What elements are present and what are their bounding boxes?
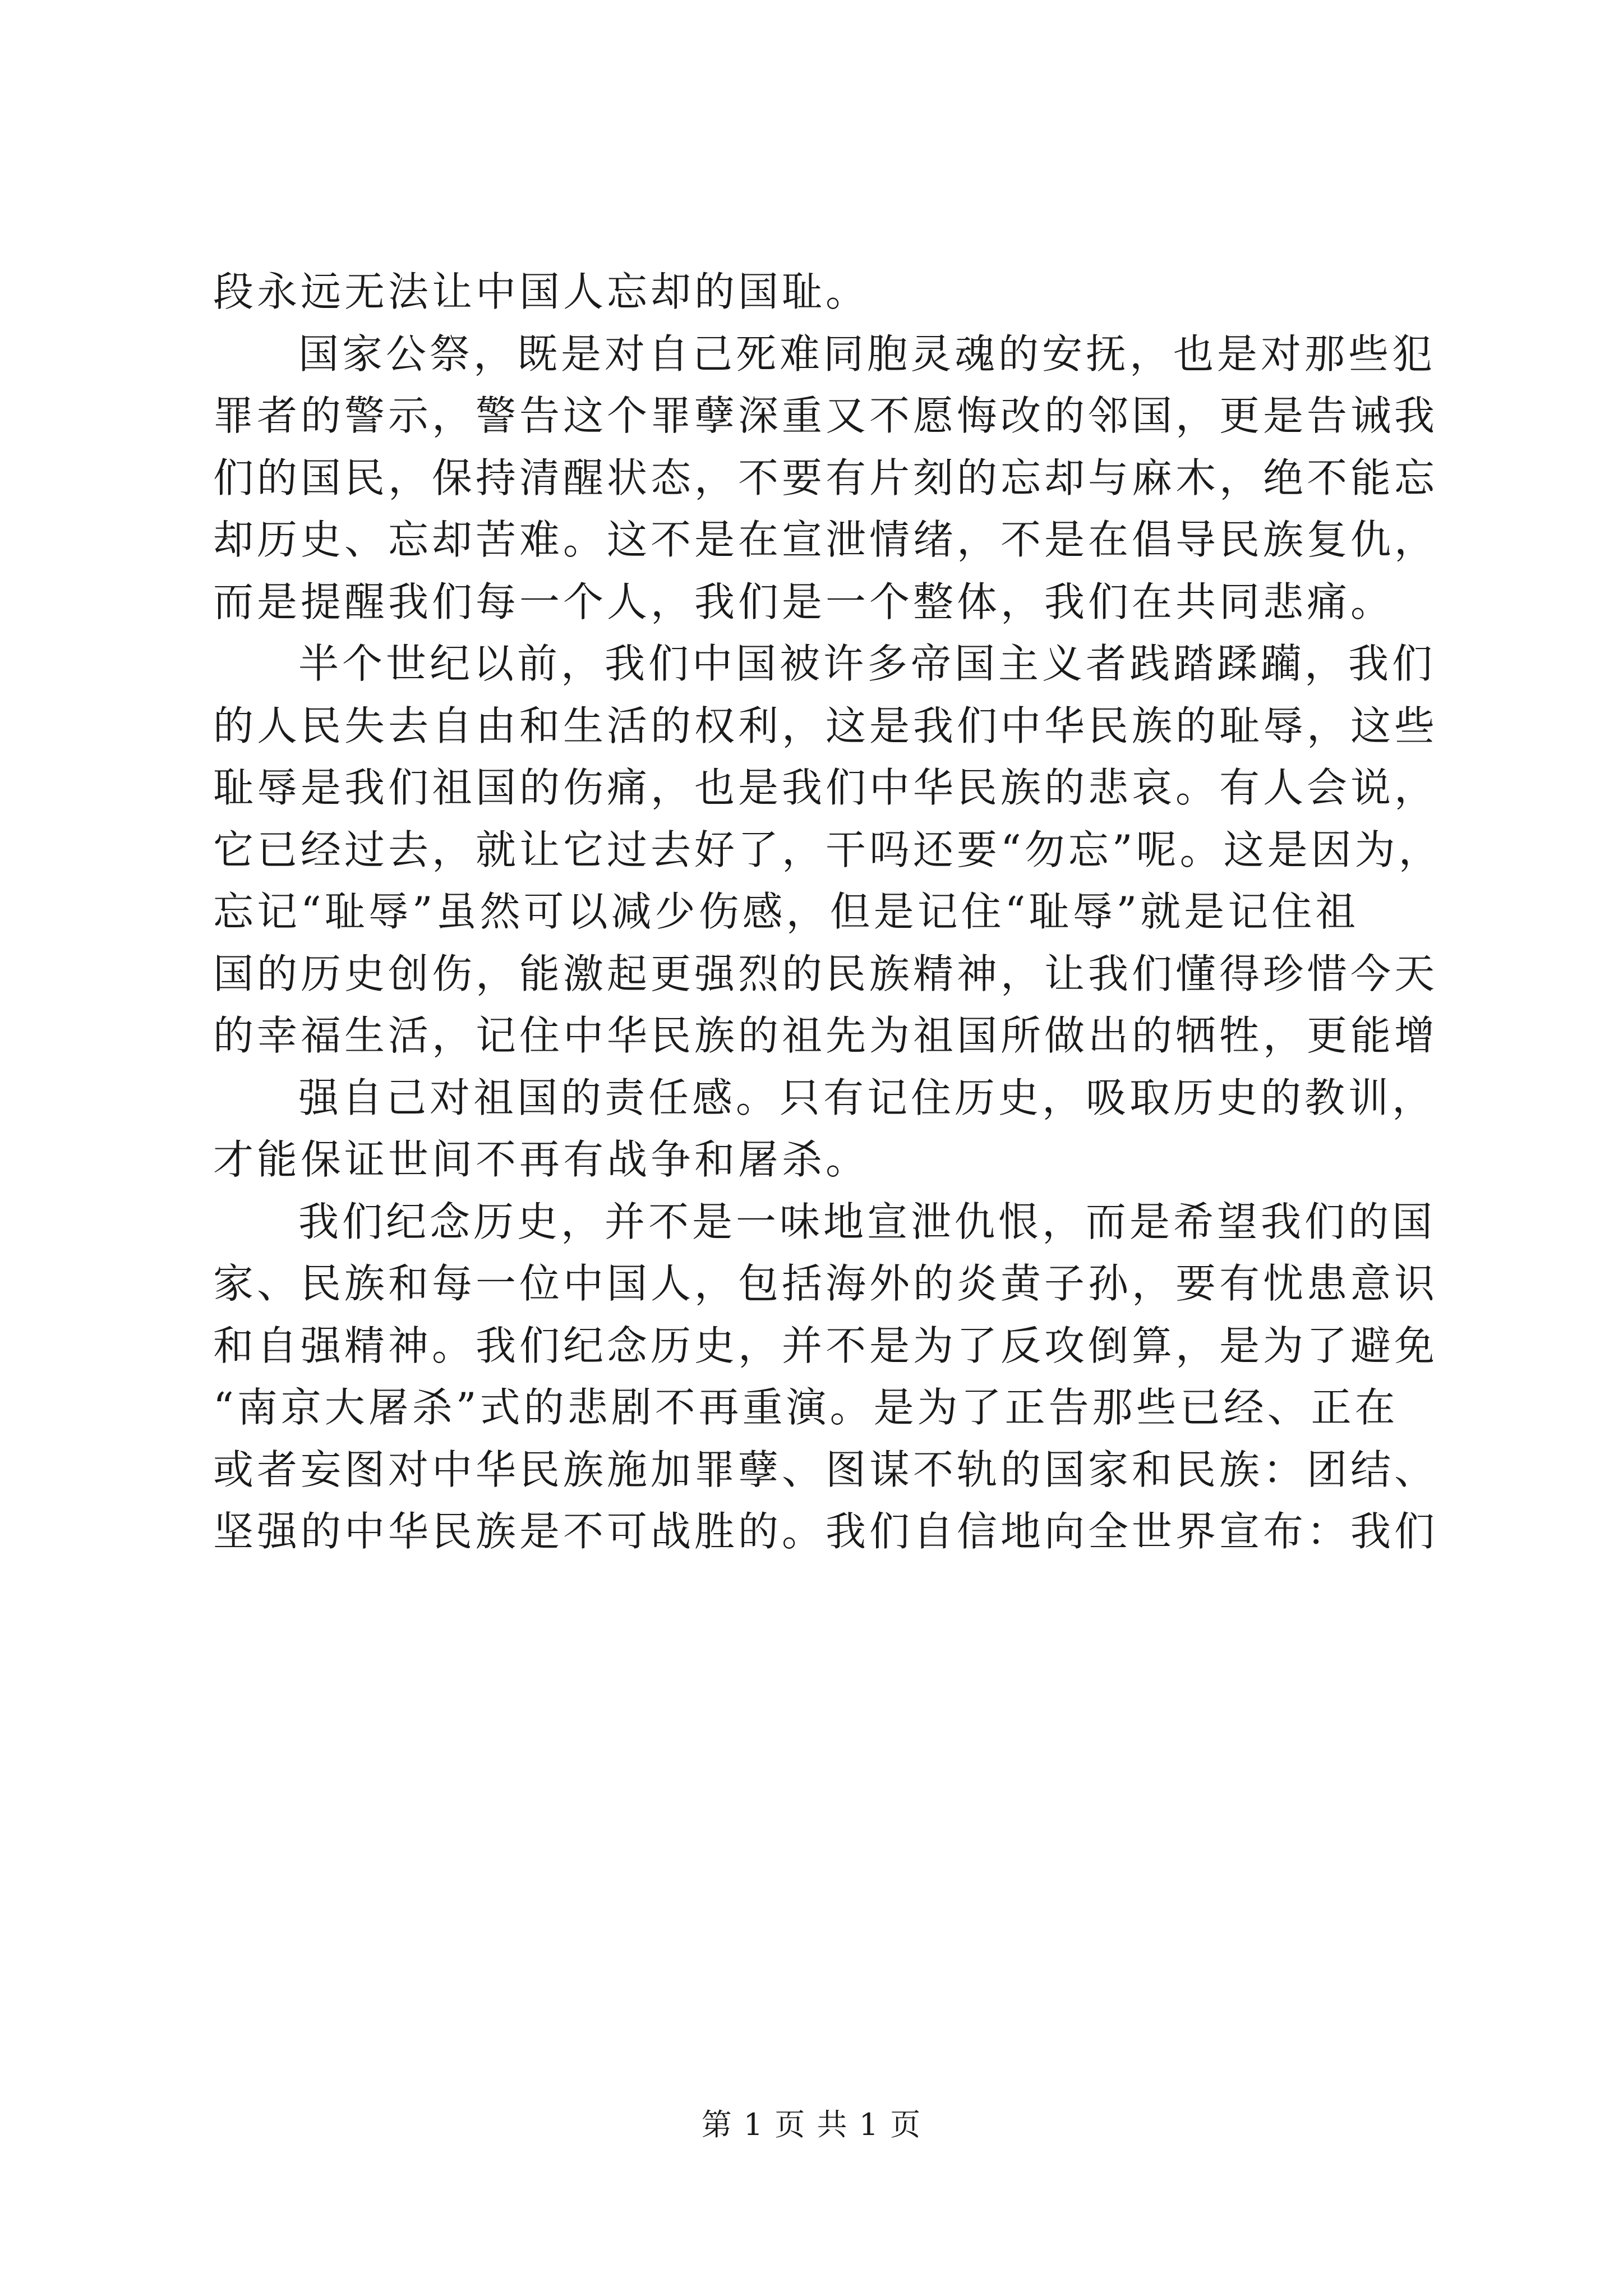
text-line: 的人民失去自由和生活的权利，这是我们中华民族的耻辱，这些: [213, 702, 1438, 749]
document-body: [213, 261, 1442, 1563]
text-line: 强自己对祖国的责任感。只有记住历史，吸取历史的教训，: [298, 1074, 1436, 1121]
text-line: 的幸福生活，记住中华民族的祖先为祖国所做出的牺牲，更能增: [213, 1012, 1438, 1059]
text-line: 和自强精神。我们纪念历史，并不是为了反攻倒算，是为了避免: [213, 1322, 1438, 1369]
text-line: 罪者的警示，警告这个罪孽深重又不愿悔改的邻国，更是告诫我: [213, 392, 1438, 439]
text-line: 国家公祭，既是对自己死难同胞灵魂的安抚，也是对那些犯: [298, 330, 1436, 378]
text-line: 才能保证世间不再有战争和屠杀。: [213, 1136, 870, 1183]
text-line: 国的历史创伤，能激起更强烈的民族精神，让我们懂得珍惜今天: [213, 950, 1438, 997]
text-line: 们的国民，保持清醒状态，不要有片刻的忘却与麻木，绝不能忘: [213, 454, 1438, 501]
text-line: 或者妄图对中华民族施加罪孽、图谋不轨的国家和民族：团结、: [213, 1446, 1438, 1493]
text-line: 耻辱是我们祖国的伤痛，也是我们中华民族的悲哀。有人会说，: [213, 764, 1438, 811]
text-line: 却历史、忘却苦难。这不是在宣泄情绪，不是在倡导民族复仇，: [213, 516, 1438, 563]
text-line: 坚强的中华民族是不可战胜的。我们自信地向全世界宣布：我们: [213, 1508, 1438, 1555]
text-line: 半个世纪以前，我们中国被许多帝国主义者践踏蹂躏，我们: [298, 640, 1436, 687]
text-line: 忘记“耻辱”虽然可以减少伤感，但是记住“耻辱”就是记住祖: [213, 888, 1359, 935]
text-line: 而是提醒我们每一个人，我们是一个整体，我们在共同悲痛。: [213, 578, 1395, 625]
text-line: 段永远无法让中国人忘却的国耻。: [213, 268, 870, 315]
page-footer: 第 1 页 共 1 页: [701, 2107, 922, 2142]
text-line: 我们纪念历史，并不是一味地宣泄仇恨，而是希望我们的国: [298, 1198, 1436, 1245]
text-line: “南京大屠杀”式的悲剧不再重演。是为了正告那些已经、正在: [213, 1384, 1399, 1431]
text-line: 家、民族和每一位中国人，包括海外的炎黄子孙，要有忧患意识: [213, 1260, 1438, 1307]
text-line: 它已经过去，就让它过去好了，干吗还要“勿忘”呢。这是因为，: [213, 826, 1442, 873]
